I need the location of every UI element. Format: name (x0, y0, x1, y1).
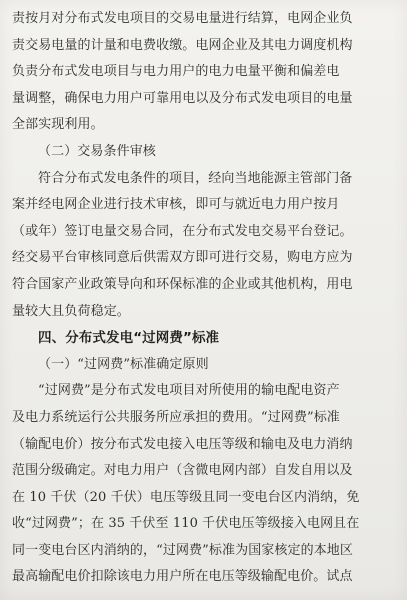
text-line: 全部实现利用。 (12, 117, 104, 133)
text-line: 责交易电量的计量和电费收缴。电网企业及其电力调度机构 (12, 37, 353, 53)
text-line: “过网费”是分布式发电项目对所使用的输电配电资产 (38, 383, 340, 399)
text-line: 责按月对分布式发电项目的交易电量进行结算，电网企业负 (12, 11, 353, 26)
text-line: 量调整，确保电力用户可靠用电以及分布式发电项目的电量 (12, 90, 353, 106)
document-body (12, 6, 400, 591)
text-line: 案并经电网企业进行技术审核，即可与就近电力用户按月 (12, 197, 340, 213)
text-line: 量较大且负荷稳定。 (12, 303, 130, 319)
text-line: 收“过网费”；在 35 千伏至 110 千伏电压等级接入电网且在 (12, 516, 360, 532)
section-subheading: （二）交易条件审核 (38, 143, 156, 159)
section-heading: 四、分布式发电“过网费”标准 (38, 330, 220, 347)
text-line: 负责分布式发电项目与电力用户的电力电量平衡和偏差电 (12, 64, 340, 80)
text-line: 范围分级确定。对电力用户（含微电网内部）自发自用以及 (12, 463, 353, 479)
text-line: （输配电价）按分布式发电接入电压等级和输电及电力消纳 (12, 436, 353, 452)
text-line: 符合国家产业政策导向和环保标准的企业或其他机构，用电 (12, 276, 353, 292)
text-line: 同一变电台区内消纳的，“过网费”标准为国家核定的本地区 (12, 542, 353, 558)
section-subheading: （一）“过网费”标准确定原则 (38, 356, 209, 372)
text-line: （或年）签订电量交易合同，在分布式发电交易平台登记。 (12, 223, 353, 239)
text-line: 及电力系统运行公共服务所应承担的费用。“过网费”标准 (12, 409, 340, 425)
text-line: 最高输配电价扣除该电力用户所在电压等级输配电价。试点 (12, 569, 353, 585)
text-line: 经交易平台审核同意后供需双方即可进行交易，购电方应为 (12, 250, 353, 266)
text-line: 符合分布式发电条件的项目，经向当地能源主管部门备 (38, 170, 353, 186)
text-line: 在 10 千伏（20 千伏）电压等级且同一变电台区内消纳，免 (12, 489, 360, 505)
